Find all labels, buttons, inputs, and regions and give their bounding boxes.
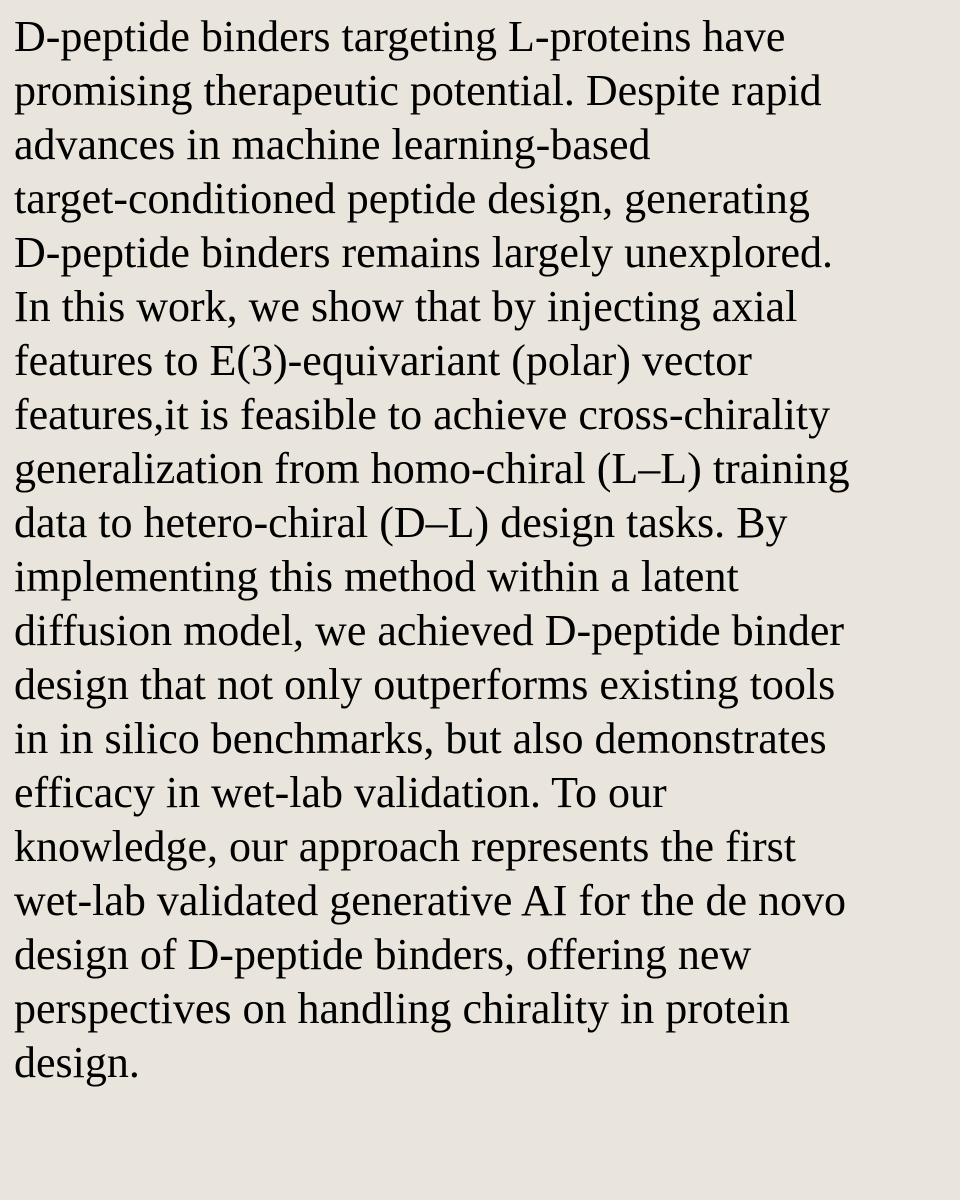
text-line: features to E(3)-equivariant (polar) vector — [14, 336, 752, 385]
text-line: promising therapeutic potential. Despite rapid — [14, 66, 822, 115]
text-line: knowledge, our approach represents the first — [14, 822, 796, 871]
text-line: wet-lab validated generative AI for the de novo — [14, 876, 847, 925]
text-line: perspectives on handling chirality in protein — [14, 984, 790, 1033]
text-line: design that not only outperforms existing tools — [14, 660, 836, 709]
text-line: in in silico benchmarks, but also demonstrates — [14, 714, 827, 763]
text-line: diffusion model, we achieved D-peptide binder — [14, 606, 845, 655]
text-line: generalization from homo-chiral (L–L) training — [14, 444, 850, 493]
text-line: D-peptide binders targeting L-proteins have — [14, 12, 786, 61]
text-line: D-peptide binders remains largely unexplored. — [14, 228, 834, 277]
text-line: In this work, we show that by injecting axial — [14, 282, 798, 331]
abstract-text — [14, 10, 946, 1090]
text-line: design. — [14, 1038, 140, 1087]
text-line: advances in machine learning-based — [14, 120, 651, 169]
text-line: data to hetero-chiral (D–L) design tasks. By — [14, 498, 788, 547]
text-line: design of D-peptide binders, offering new — [14, 930, 752, 979]
text-line: features,it is feasible to achieve cross-chirality — [14, 390, 831, 439]
text-line: target-conditioned peptide design, generating — [14, 174, 810, 223]
text-line: efficacy in wet-lab validation. To our — [14, 768, 667, 817]
text-line: implementing this method within a latent — [14, 552, 739, 601]
